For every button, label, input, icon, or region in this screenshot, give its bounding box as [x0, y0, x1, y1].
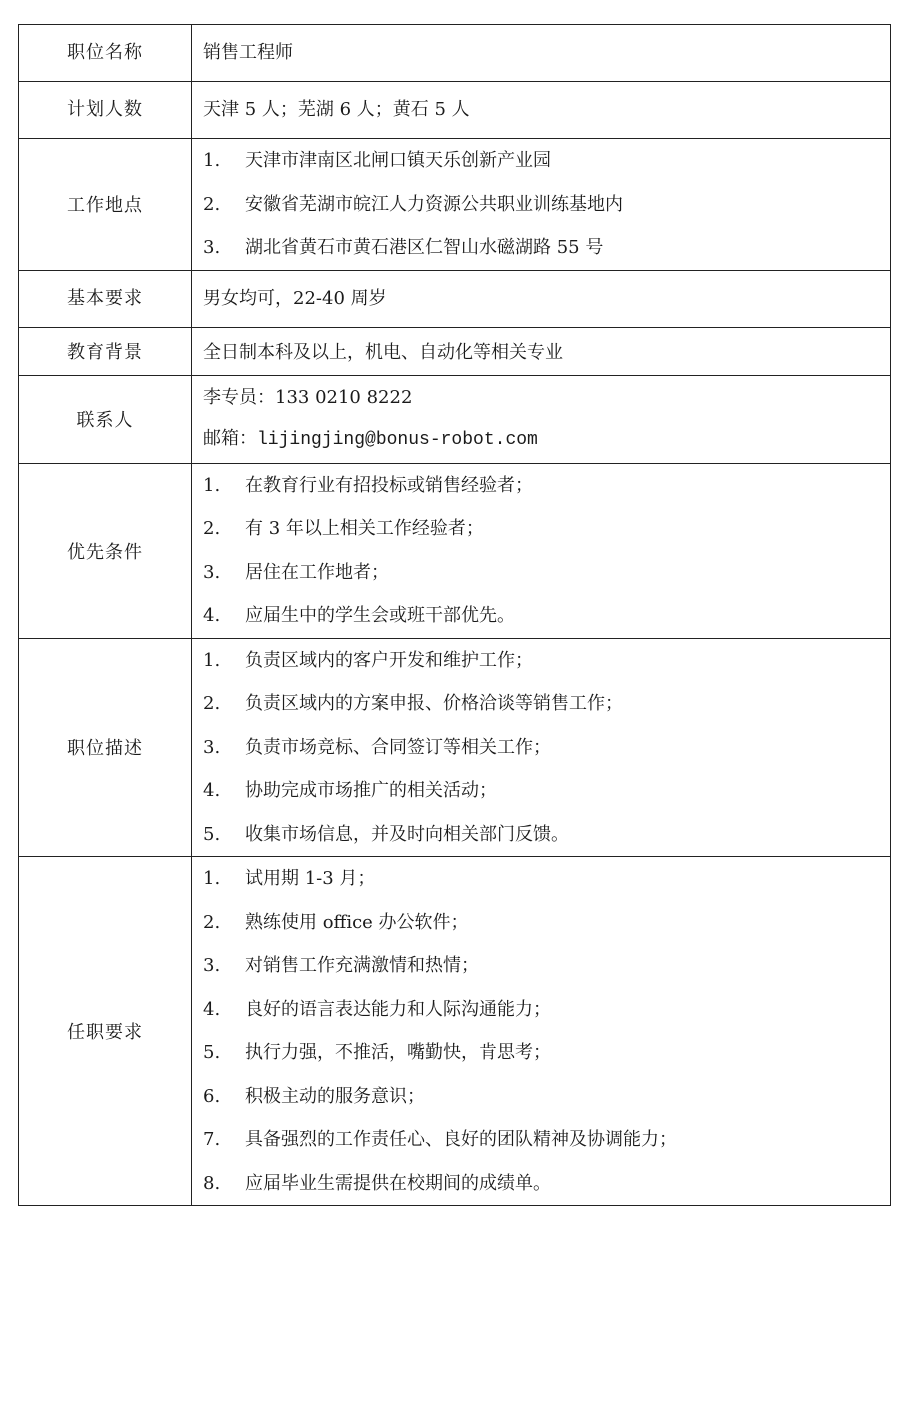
item-number: 3.: [203, 561, 221, 583]
value-basic-requirements: 男女均可，22-40 周岁: [192, 270, 891, 327]
row-contact: [19, 375, 891, 463]
item-text: 具备强烈的工作责任心、良好的团队精神及协调能力；: [245, 1129, 677, 1150]
item-text: 居住在工作地者；: [245, 561, 389, 583]
job-posting-document: [18, 24, 891, 1206]
item-text: 应届毕业生需提供在校期间的成绩单。: [245, 1172, 551, 1194]
row-preferred: [19, 463, 891, 638]
list-item: [203, 639, 882, 683]
list-item: [203, 464, 882, 508]
row-education: [19, 327, 891, 375]
item-number: 3.: [203, 237, 221, 258]
item-text: 执行力强，不推活，嘴勤快，肯思考；: [245, 1042, 551, 1063]
item-text: 应届生中的学生会或班干部优先。: [245, 605, 515, 626]
list-item: [203, 139, 882, 183]
item-number: 8.: [203, 1172, 221, 1194]
list-item: [203, 1075, 882, 1119]
list-item: [203, 1031, 882, 1075]
list-item: [203, 682, 882, 726]
item-number: 1.: [203, 868, 221, 889]
item-number: 1.: [203, 474, 221, 496]
item-text: 在教育行业有招投标或销售经验者；: [245, 474, 533, 496]
item-text: 对销售工作充满激情和热情；: [245, 955, 479, 976]
row-location: [19, 139, 891, 271]
list-item: [203, 857, 882, 901]
item-text: 试用期 1-3 月；: [245, 868, 376, 889]
item-number: 2.: [203, 193, 221, 215]
list-item: [203, 813, 882, 857]
item-text: 积极主动的服务意识；: [245, 1085, 425, 1107]
label-description: 职位描述: [19, 638, 192, 857]
label-contact: 联系人: [19, 375, 192, 463]
item-number: 4.: [203, 780, 221, 801]
item-number: 1.: [203, 649, 221, 671]
row-basic-requirements: [19, 270, 891, 327]
label-headcount: 计划人数: [19, 82, 192, 139]
label-location: 工作地点: [19, 139, 192, 271]
list-item: [203, 769, 882, 813]
item-text: 安徽省芜湖市皖江人力资源公共职业训练基地内: [245, 193, 623, 215]
value-location: [192, 139, 891, 271]
list-item: [203, 507, 882, 551]
list-item: [203, 1118, 882, 1162]
item-number: 5.: [203, 823, 221, 845]
item-text: 湖北省黄石市黄石港区仁智山水磁湖路 55 号: [245, 237, 604, 258]
list-item: [203, 988, 882, 1032]
item-number: 4.: [203, 605, 221, 626]
item-text: 负责区域内的客户开发和维护工作；: [245, 649, 533, 671]
value-education: 全日制本科及以上，机电、自动化等相关专业: [192, 327, 891, 375]
contact-phone: 李专员：133 0210 8222: [203, 386, 413, 408]
item-text: 良好的语言表达能力和人际沟通能力；: [245, 998, 551, 1020]
item-text: 收集市场信息，并及时向相关部门反馈。: [245, 823, 569, 845]
item-number: 3.: [203, 955, 221, 976]
row-headcount: [19, 82, 891, 139]
item-number: 6.: [203, 1085, 221, 1107]
value-requirements: [192, 857, 891, 1206]
list-item: [203, 901, 882, 945]
job-info-table: [18, 24, 891, 1206]
item-number: 2.: [203, 693, 221, 714]
list-item: [203, 551, 882, 595]
item-number: 2.: [203, 911, 221, 933]
item-text: 负责市场竞标、合同签订等相关工作；: [245, 736, 551, 758]
list-item: [203, 726, 882, 770]
label-basic-requirements: 基本要求: [19, 270, 192, 327]
item-number: 2.: [203, 518, 221, 539]
item-number: 4.: [203, 998, 221, 1020]
value-job-title: 销售工程师: [192, 25, 891, 82]
label-education: 教育背景: [19, 327, 192, 375]
list-item: [203, 1162, 882, 1206]
item-text: 熟练使用 office 办公软件；: [245, 911, 469, 933]
value-preferred: [192, 463, 891, 638]
item-number: 5.: [203, 1042, 221, 1063]
list-item: [203, 594, 882, 638]
list-item: [203, 944, 882, 988]
row-requirements: [19, 857, 891, 1206]
label-requirements: 任职要求: [19, 857, 192, 1206]
list-item: [203, 183, 882, 227]
item-text: 协助完成市场推广的相关活动；: [245, 780, 497, 801]
item-number: 3.: [203, 736, 221, 758]
value-description: [192, 638, 891, 857]
item-text: 有 3 年以上相关工作经验者；: [245, 518, 484, 539]
value-headcount: 天津 5 人；芜湖 6 人；黄石 5 人: [192, 82, 891, 139]
item-text: 负责区域内的方案申报、价格洽谈等销售工作；: [245, 693, 623, 714]
row-job-title: [19, 25, 891, 82]
value-contact: [192, 375, 891, 463]
item-number: 7.: [203, 1129, 221, 1150]
item-number: 1.: [203, 150, 221, 171]
label-preferred: 优先条件: [19, 463, 192, 638]
label-job-title: 职位名称: [19, 25, 192, 82]
item-text: 天津市津南区北闸口镇天乐创新产业园: [245, 150, 551, 171]
contact-email[interactable]: 邮箱：lijingjing@bonus-robot.com: [203, 430, 538, 450]
row-description: [19, 638, 891, 857]
list-item: [203, 226, 882, 270]
